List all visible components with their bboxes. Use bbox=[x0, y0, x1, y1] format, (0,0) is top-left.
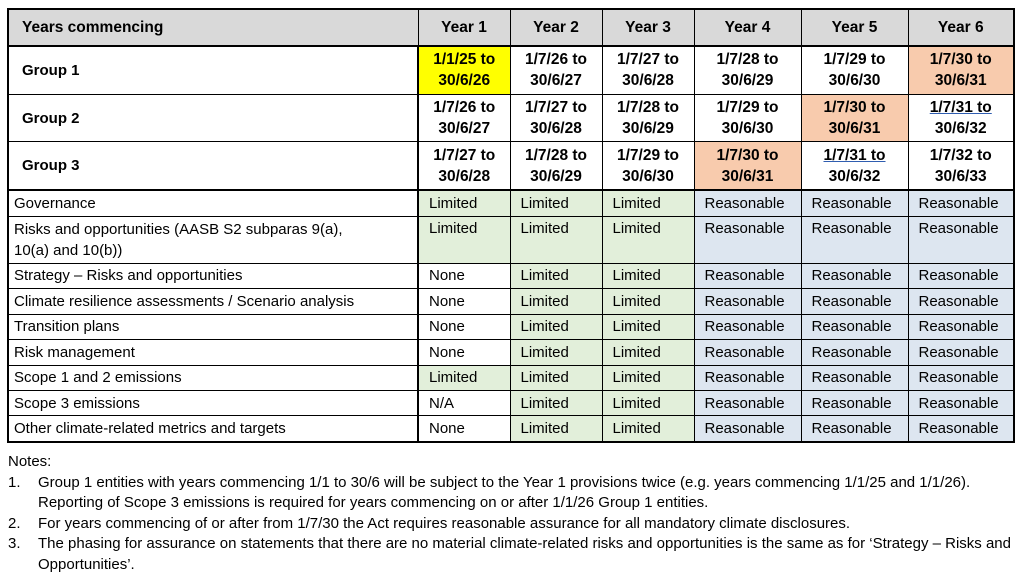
phase-cell: Limited bbox=[510, 340, 602, 365]
date-cell: 1/7/30 to 30/6/31 bbox=[694, 142, 801, 190]
date-cell: 1/7/26 to 30/6/27 bbox=[510, 46, 602, 94]
date-cell: 1/7/32 to 30/6/33 bbox=[908, 142, 1014, 190]
phase-cell: Limited bbox=[510, 391, 602, 416]
phase-cell: Limited bbox=[602, 289, 694, 314]
row-label-scope-1-2: Scope 1 and 2 emissions bbox=[8, 365, 418, 390]
phase-cell: Reasonable bbox=[908, 416, 1014, 442]
date-cell: 1/7/29 to 30/6/30 bbox=[694, 94, 801, 142]
note-number: 1. bbox=[8, 473, 21, 491]
phase-cell: Reasonable bbox=[694, 416, 801, 442]
phase-cell: Reasonable bbox=[908, 391, 1014, 416]
date-cell: 1/7/30 to 30/6/31 bbox=[908, 46, 1014, 94]
date-cell: 1/7/27 to 30/6/28 bbox=[418, 142, 510, 190]
header-year-1: Year 1 bbox=[418, 9, 510, 46]
date-cell: 1/7/28 to 30/6/29 bbox=[510, 142, 602, 190]
note-number: 2. bbox=[8, 514, 21, 532]
phase-cell: Limited bbox=[602, 216, 694, 263]
phase-cell: Reasonable bbox=[694, 216, 801, 263]
note-text: The phasing for assurance on statements that there are no material climate-related risks and opportunities is the same as for ‘Strategy – Risks and Opportunities’. bbox=[38, 535, 1011, 573]
phase-cell: Limited bbox=[510, 314, 602, 339]
phase-cell: Limited bbox=[510, 365, 602, 390]
date-cell: 1/7/30 to 30/6/31 bbox=[801, 94, 908, 142]
date-cell: 1/7/29 to 30/6/30 bbox=[602, 142, 694, 190]
phase-cell: Reasonable bbox=[694, 365, 801, 390]
notes-title: Notes: bbox=[8, 453, 52, 470]
table-row bbox=[8, 340, 1014, 365]
phase-cell: Limited bbox=[510, 416, 602, 442]
phase-cell: Reasonable bbox=[908, 190, 1014, 216]
date-cell: 1/7/31 to 30/6/32 bbox=[801, 142, 908, 190]
phase-cell: Reasonable bbox=[801, 340, 908, 365]
phase-cell: N/A bbox=[418, 391, 510, 416]
phase-cell: Reasonable bbox=[908, 365, 1014, 390]
phase-cell: Reasonable bbox=[908, 340, 1014, 365]
phase-cell: Limited bbox=[602, 365, 694, 390]
phase-cell: Reasonable bbox=[694, 340, 801, 365]
date-cell: 1/7/27 to 30/6/28 bbox=[510, 94, 602, 142]
phase-cell: None bbox=[418, 340, 510, 365]
group-3-row bbox=[8, 142, 1014, 190]
phase-cell: Limited bbox=[510, 263, 602, 288]
row-label-transition-plans: Transition plans bbox=[8, 314, 418, 339]
table-row bbox=[8, 289, 1014, 314]
group-1-row bbox=[8, 46, 1014, 94]
table-row bbox=[8, 263, 1014, 288]
phase-cell: Reasonable bbox=[694, 314, 801, 339]
note-text: Group 1 entities with years commencing 1/1 to 30/6 will be subject to the Year 1 provisions twice (e.g. years commencing 1/1/25 and 1/1/26). Reporting of Scope 3 emissions is required for years commencing on or after 1/1/26 Group 1 entities. bbox=[38, 473, 971, 511]
phase-cell: Reasonable bbox=[908, 314, 1014, 339]
notes-section bbox=[8, 452, 1013, 575]
table-row bbox=[8, 391, 1014, 416]
phase-cell: Limited bbox=[602, 263, 694, 288]
phase-cell: Limited bbox=[510, 289, 602, 314]
table-row bbox=[8, 216, 1014, 263]
phase-cell: Reasonable bbox=[801, 416, 908, 442]
phase-cell: Limited bbox=[418, 190, 510, 216]
phase-cell: Reasonable bbox=[801, 365, 908, 390]
phase-cell: Limited bbox=[510, 190, 602, 216]
phase-cell: None bbox=[418, 289, 510, 314]
date-cell: 1/7/28 to 30/6/29 bbox=[694, 46, 801, 94]
row-label-other-metrics: Other climate-related metrics and targets bbox=[8, 416, 418, 442]
phase-cell: Reasonable bbox=[694, 190, 801, 216]
phase-cell: Limited bbox=[418, 365, 510, 390]
note-number: 3. bbox=[8, 535, 21, 552]
table-row bbox=[8, 416, 1014, 442]
phase-cell: Reasonable bbox=[801, 216, 908, 263]
note-item bbox=[8, 534, 1013, 575]
phase-cell: Limited bbox=[602, 314, 694, 339]
date-cell: 1/7/27 to 30/6/28 bbox=[602, 46, 694, 94]
row-label-climate-resilience: Climate resilience assessments / Scenario analysis bbox=[8, 289, 418, 314]
phase-cell: Reasonable bbox=[908, 216, 1014, 263]
row-label-strategy: Strategy – Risks and opportunities bbox=[8, 263, 418, 288]
phase-cell: Reasonable bbox=[801, 314, 908, 339]
phase-cell: Reasonable bbox=[908, 263, 1014, 288]
phase-cell: Limited bbox=[418, 216, 510, 263]
phase-cell: Reasonable bbox=[801, 190, 908, 216]
note-item bbox=[8, 473, 1013, 514]
header-row bbox=[8, 9, 1014, 46]
phase-cell: Limited bbox=[510, 216, 602, 263]
header-year-4: Year 4 bbox=[694, 9, 801, 46]
phase-cell: None bbox=[418, 314, 510, 339]
row-label-scope-3: Scope 3 emissions bbox=[8, 391, 418, 416]
header-year-3: Year 3 bbox=[602, 9, 694, 46]
phase-cell: Reasonable bbox=[801, 391, 908, 416]
date-cell: 1/7/26 to 30/6/27 bbox=[418, 94, 510, 142]
table-row bbox=[8, 314, 1014, 339]
phase-cell: Reasonable bbox=[908, 289, 1014, 314]
group-2-label: Group 2 bbox=[8, 94, 418, 142]
row-label-risks-opportunities: Risks and opportunities (AASB S2 subparas 9(a), 10(a) and 10(b)) bbox=[8, 216, 418, 263]
phase-cell: Limited bbox=[602, 391, 694, 416]
phase-cell: Reasonable bbox=[694, 391, 801, 416]
row-label-governance: Governance bbox=[8, 190, 418, 216]
note-text: For years commencing of or after from 1/7/30 the Act requires reasonable assurance for all mandatory climate disclosures. bbox=[38, 514, 851, 532]
phase-cell: Reasonable bbox=[694, 263, 801, 288]
header-year-2: Year 2 bbox=[510, 9, 602, 46]
phase-cell: Limited bbox=[602, 340, 694, 365]
group-3-label: Group 3 bbox=[8, 142, 418, 190]
row-label-risk-management: Risk management bbox=[8, 340, 418, 365]
phase-cell: None bbox=[418, 416, 510, 442]
phase-cell: Limited bbox=[602, 190, 694, 216]
phase-cell: Reasonable bbox=[801, 289, 908, 314]
date-cell: 1/1/25 to 30/6/26 bbox=[418, 46, 510, 94]
phase-cell: Reasonable bbox=[694, 289, 801, 314]
table-row bbox=[8, 365, 1014, 390]
header-year-6: Year 6 bbox=[908, 9, 1014, 46]
date-cell: 1/7/29 to 30/6/30 bbox=[801, 46, 908, 94]
date-cell: 1/7/28 to 30/6/29 bbox=[602, 94, 694, 142]
phase-cell: None bbox=[418, 263, 510, 288]
date-cell: 1/7/31 to 30/6/32 bbox=[908, 94, 1014, 142]
table-row bbox=[8, 190, 1014, 216]
group-1-label: Group 1 bbox=[8, 46, 418, 94]
phase-cell: Reasonable bbox=[801, 263, 908, 288]
group-2-row bbox=[8, 94, 1014, 142]
header-years-commencing: Years commencing bbox=[8, 9, 418, 46]
assurance-phasing-table bbox=[7, 8, 1015, 443]
note-item bbox=[8, 514, 1013, 535]
phase-cell: Limited bbox=[602, 416, 694, 442]
header-year-5: Year 5 bbox=[801, 9, 908, 46]
